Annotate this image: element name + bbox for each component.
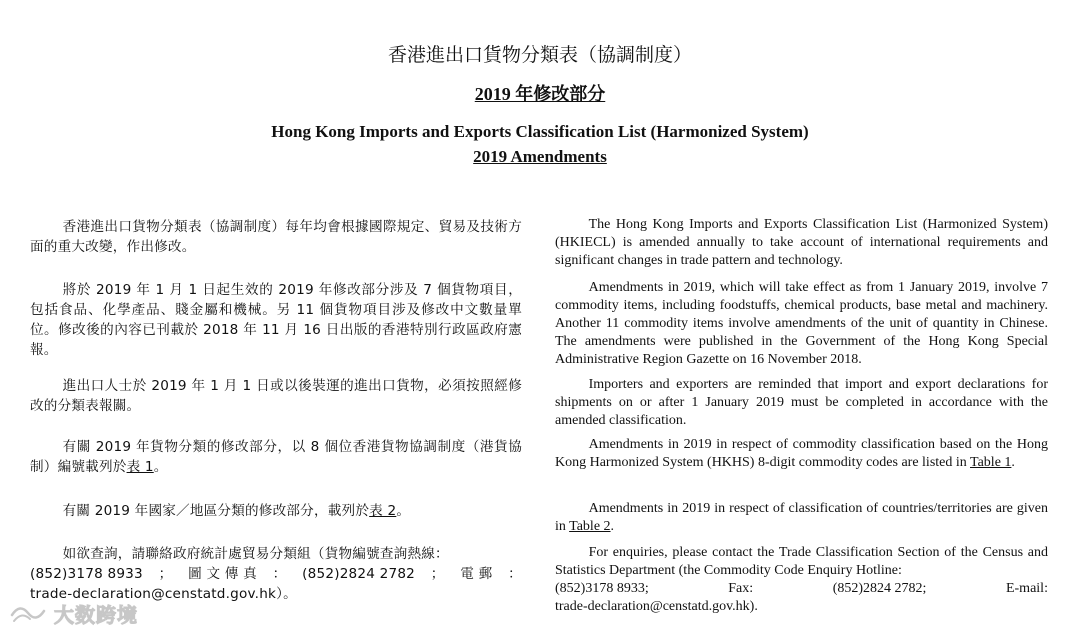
zh-table-1-link[interactable]: 表 1 (126, 459, 154, 475)
en-contact-line (555, 580, 1048, 598)
zh-email-label: 電 郵 (460, 566, 493, 582)
en-fax-label: Fax: (728, 581, 754, 596)
en-paragraph-4 (555, 436, 1048, 472)
zh-title: 香港進出口貨物分類表（協調制度） (387, 44, 692, 66)
en-p5-text: Amendments in 2019 in respect of classification of countries/territories are given in (555, 501, 1048, 534)
zh-p4-end: 。 (153, 459, 168, 475)
en-paragraph-2: Amendments in 2019, which will take effect as from 1 January 2019, involve 7 commodity items, including foodstuffs, chemical products, base metal and machinery. Another 11 commodity items involve amendments of the unit of quantity in Chinese. The amendments were published in the Government of the Hong Kong Special Administrative Region Gazette on 16 November 2018. (555, 280, 1059, 367)
zh-enquiry-line: 如欲查詢，請聯絡政府統計處貿易分類組（貨物編號查詢熱線： (62, 546, 449, 562)
zh-email: trade-declaration@censtatd.gov.hk）。 (30, 586, 297, 602)
zh-p5-text: 有關 2019 年國家／地區分類的修改部分，載列於 (62, 503, 370, 519)
zh-fax-label: 圖 文 傳 真 (188, 566, 257, 582)
en-table-2-link[interactable]: Table 2 (569, 519, 611, 534)
en-email: trade-declaration@censtatd.gov.hk). (555, 599, 758, 614)
zh-subtitle (0, 85, 1080, 103)
zh-paragraph-4 (30, 437, 522, 477)
zh-sep-2: ； (430, 566, 445, 582)
en-p4-text: Amendments in 2019 in respect of commodity classification based on the Hong Kong Harmonized System (HKHS) 8-digit commodity codes are listed in (555, 437, 1048, 470)
en-enquiry-line: For enquiries, please contact the Trade Classification Section of the Census and Statistics Department (the Commodity Code Enquiry Hotline: (555, 545, 1048, 578)
zh-p4-text: 有關 2019 年貨物分類的修改部分，以 8 個位香港貨物協調制度（港貨協制）編號載列於 (30, 439, 522, 475)
en-title: Hong Kong Imports and Exports Classification List (Harmonized System) (271, 122, 809, 141)
zh-table-2-link[interactable]: 表 2 (369, 503, 397, 519)
en-paragraph-6 (555, 544, 1048, 616)
zh-contact-line (30, 564, 522, 584)
en-paragraph-5 (555, 500, 1048, 536)
watermark-text: 大数跨境 (54, 602, 138, 627)
zh-phone: (852)3178 8933 (30, 566, 143, 582)
zh-paragraph-3: 進出口人士於 2019 年 1 月 1 日或以後裝運的進出口貨物，必須按照經修改的分類表報關。 (30, 378, 522, 414)
zh-colon-2: ： (508, 566, 522, 582)
en-paragraph-1: The Hong Kong Imports and Exports Classification List (Harmonized System) (HKIECL) is amended annually to take account of international requirements and significant changes in trade pattern and technology. (555, 217, 1048, 268)
en-fax: (852)2824 2782; (832, 581, 927, 596)
zh-paragraph-6 (30, 544, 522, 604)
en-subtitle-text: 2019 Amendments (473, 147, 607, 166)
zh-p5-end: 。 (396, 503, 411, 519)
en-email-label: E-mail: (1005, 581, 1048, 596)
zh-subtitle-text: 2019 年修改部分 (474, 84, 606, 104)
watermark-logo-icon (8, 601, 48, 625)
en-subtitle (0, 148, 1080, 165)
zh-colon-1: ： (272, 566, 287, 582)
zh-paragraph-1: 香港進出口貨物分類表（協調制度）每年均會根據國際規定、貿易及技術方面的重大改變，作出修改。 (30, 219, 522, 255)
zh-paragraph-5 (30, 501, 522, 521)
en-p4-end: . (1011, 455, 1015, 470)
zh-sep-1: ； (158, 566, 173, 582)
en-p5-end: . (610, 519, 615, 534)
en-paragraph-3: Importers and exporters are reminded that import and export declarations for shipments on or after 1 January 2019 must be completed in accordance with the amended classification. (555, 377, 1048, 428)
zh-paragraph-2: 將於 2019 年 1 月 1 日起生效的 2019 年修改部分涉及 7 個貨物項目，包括食品、化學產品、賤金屬和機械。另 11 個貨物項目涉及修改中文數量單位。修改後的內容已刊載於 2018 年 11 月 16 日出版的香港特別行政區政府憲報。 (30, 282, 522, 358)
en-phone: (852)3178 8933; (555, 581, 649, 596)
zh-fax: (852)2824 2782 (302, 566, 416, 582)
en-table-1-link[interactable]: Table 1 (970, 455, 1012, 470)
